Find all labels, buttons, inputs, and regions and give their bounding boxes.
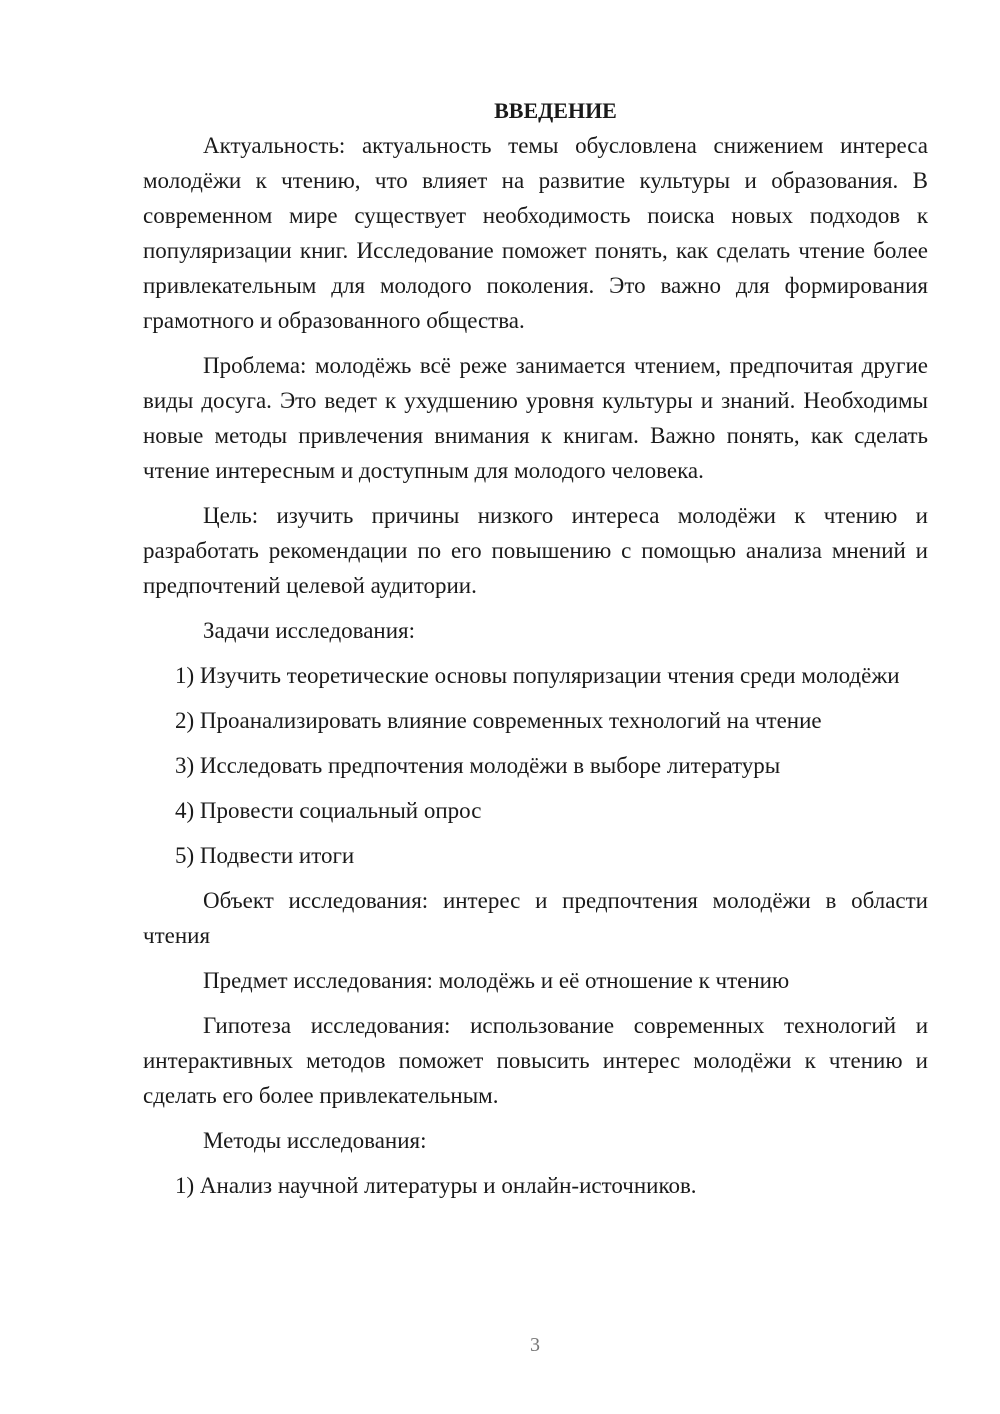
object-paragraph: Объект исследования: интерес и предпочтения молодёжи в области чтения bbox=[143, 888, 928, 948]
relevance-paragraph: Актуальность: актуальность темы обусловлена снижением интереса молодёжи к чтению, что влияет на развитие культуры и образования. В современном мире существует необходимость поиска новых подходов к популяризации книг. Исследование поможет понять, как сделать чтение более привлекательным для молодого поколения. Это важно для формирования грамотного и образованного общества. bbox=[143, 133, 928, 333]
hypothesis-paragraph: Гипотеза исследования: использование современных технологий и интерактивных методов поможет повысить интерес молодёжи к чтению и сделать его более привлекательным. bbox=[143, 1013, 928, 1108]
tasks-label: Задачи исследования: bbox=[203, 618, 416, 643]
task-item: 4) Провести социальный опрос bbox=[175, 798, 482, 823]
methods-label: Методы исследования: bbox=[203, 1128, 427, 1153]
task-item: 2) Проанализировать влияние современных технологий на чтение bbox=[175, 708, 822, 733]
problem-paragraph: Проблема: молодёжь всё реже занимается чтением, предпочитая другие виды досуга. Это ведет к ухудшению уровня культуры и знаний. Необходимы новые методы привлечения внимания к книгам. Важно понять, как сделать чтение интересным и доступным для молодого человека. bbox=[143, 353, 928, 483]
task-item: 5) Подвести итоги bbox=[175, 843, 355, 868]
section-heading: ВВЕДЕНИЕ bbox=[494, 98, 617, 123]
task-item: 3) Исследовать предпочтения молодёжи в выборе литературы bbox=[175, 753, 781, 778]
goal-paragraph: Цель: изучить причины низкого интереса молодёжи к чтению и разработать рекомендации по его повышению с помощью анализа мнений и предпочтений целевой аудитории. bbox=[143, 503, 928, 598]
subject-paragraph: Предмет исследования: молодёжь и её отношение к чтению bbox=[203, 968, 790, 993]
page-content bbox=[143, 93, 928, 1203]
task-item: 1) Изучить теоретические основы популяризации чтения среди молодёжи bbox=[175, 663, 900, 688]
page-number: 3 bbox=[530, 1334, 540, 1356]
method-item: 1) Анализ научной литературы и онлайн-источников. bbox=[175, 1173, 697, 1198]
